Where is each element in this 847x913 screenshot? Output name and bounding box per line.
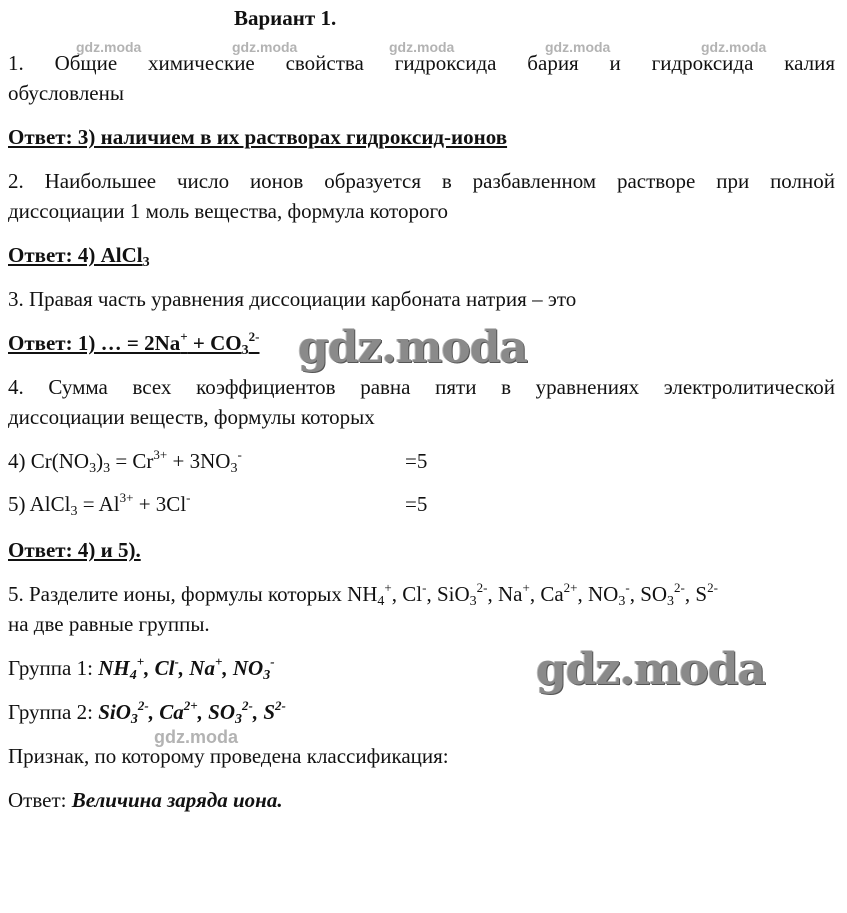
watermark: gdz.moda [701, 39, 767, 55]
answer-3-sup2: 2- [248, 329, 260, 344]
group-2-label: Группа 2: [8, 700, 99, 724]
answer-1: Ответ: 3) наличием в их растворах гидроксид-ионов [8, 125, 508, 149]
question-5-line-1: 5. Разделите ионы, формулы которых $NH_4^+$, Cl-, SiO$_3^{2-}$, Na+, $Ca^{2+}$, $NO_3^-$, $SO_3^{2-}$, $S^{2-}$ [8, 580, 718, 609]
watermark: gdz.moda [154, 727, 238, 747]
question-2-line-1: 2. Наибольшее число ионов образуется в разбавленном растворе при полной [8, 169, 835, 193]
eq-sup: 3+ [153, 447, 168, 462]
watermark: gdz.moda [232, 39, 298, 55]
answer-5-value: Величина заряда иона. [71, 788, 283, 812]
answer-3-sup: + [180, 329, 188, 344]
question-1-line-2: обусловлены [8, 81, 124, 105]
eq-text: = Al [77, 492, 120, 516]
answer-3 [8, 328, 259, 358]
eq-text: = Cr [110, 449, 154, 473]
answer-3-sub: 3 [241, 343, 249, 358]
watermark: gdz.moda [389, 39, 455, 55]
equation-5 [8, 489, 835, 519]
answer-2 [8, 240, 150, 270]
watermark-large: gdz.moda [298, 322, 528, 373]
answer-4: Ответ: 4) и 5). [8, 538, 141, 562]
eq-text: + 3Cl [133, 492, 187, 516]
answer-2-sub: 3 [142, 255, 150, 270]
q5-text: 5. Разделите ионы, формулы которых NH [8, 582, 378, 606]
eq-text: 4) Cr(NO [8, 449, 90, 473]
eq-text: + 3NO [167, 449, 231, 473]
eq-sum: =5 [405, 492, 428, 516]
question-1-line-1: 1. Общие химические свойства гидроксида бария и гидроксида калия [8, 51, 835, 75]
answer-5-label: Ответ: [8, 788, 72, 812]
answer-3-mid: + CO [187, 331, 242, 355]
criterion-question: Признак, по которому проведена классификация: [8, 744, 449, 768]
group-1: Группа 1: $NH_4^+$, Cl-, Na+, $NO_3^-$ [8, 654, 275, 683]
eq-sup: 3+ [119, 490, 134, 505]
question-2-line-2: диссоциации 1 моль вещества, формула которого [8, 199, 449, 223]
equation-4 [8, 446, 835, 476]
eq-text: 5) AlCl [8, 492, 71, 516]
eq-sub: 3 [230, 461, 238, 476]
eq-sup: - [186, 490, 191, 505]
question-3-line-1: 3. Правая часть уравнения диссоциации карбоната натрия – это [8, 287, 577, 311]
answer-5 [8, 785, 835, 815]
question-5-line-2: на две равные группы. [8, 612, 210, 636]
eq-text: ) [96, 449, 104, 473]
eq-sub: 3 [70, 504, 78, 519]
watermark: gdz.moda [76, 39, 142, 55]
watermark-large: gdz.moda [536, 644, 766, 695]
question-4-line-2: диссоциации веществ, формулы которых [8, 405, 375, 429]
page-title: Вариант 1. [234, 6, 337, 30]
group-1-label: Группа 1: [8, 656, 99, 680]
question-4-line-1: 4. Сумма всех коэффициентов равна пяти в уравнениях электролитической [8, 375, 835, 399]
eq-sub: 3 [89, 461, 97, 476]
eq-sum: =5 [405, 449, 428, 473]
eq-sup: - [237, 447, 242, 462]
watermark: gdz.moda [545, 39, 611, 55]
answer-3-text: Ответ: 1) … = 2Na [8, 331, 181, 355]
answer-2-text: Ответ: 4) AlCl [8, 243, 143, 267]
group-2: Группа 2: SiO$_3^{2-}$, $Ca^{2+}$, $SO_3^{2-}$, $S^{2-}$ [8, 698, 286, 727]
eq-sub: 3 [103, 461, 111, 476]
